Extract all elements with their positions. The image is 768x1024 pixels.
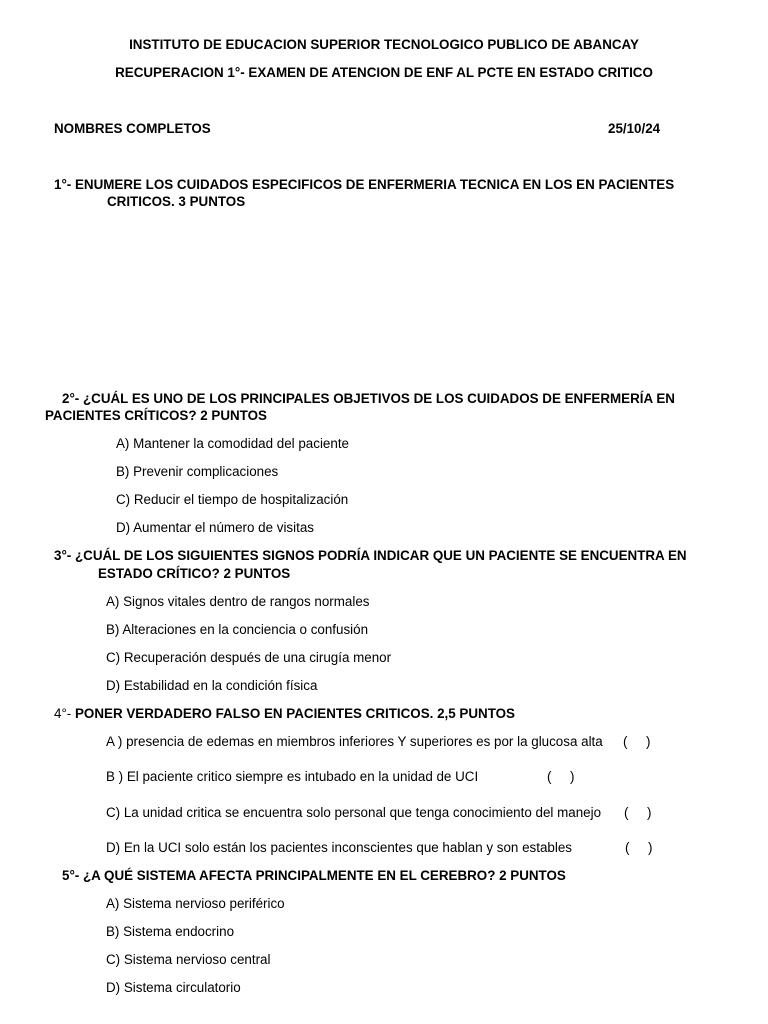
question-2-option-d: D) Aumentar el número de visitas <box>116 520 314 535</box>
question-2-line-2: PACIENTES CRÍTICOS? 2 PUNTOS <box>45 408 267 423</box>
question-4-item-d: D) En la UCI solo están los pacientes inconscientes que hablan y son estables <box>106 840 572 855</box>
question-4-item-a: A ) presencia de edemas en miembros inferiores Y superiores es por la glucosa alta <box>106 734 603 749</box>
question-3-option-c: C) Recuperación después de una cirugía menor <box>106 650 392 665</box>
question-3-line-1: 3°- ¿CUÁL DE LOS SIGUIENTES SIGNOS PODRÍA INDICAR QUE UN PACIENTE SE ENCUENTRA EN <box>54 548 687 563</box>
question-5-title: 5°- ¿A QUÉ SISTEMA AFECTA PRINCIPALMENTE EN EL CEREBRO? 2 PUNTOS <box>62 868 566 883</box>
question-5-option-d: D) Sistema circulatorio <box>106 980 241 995</box>
question-3-option-b: B) Alteraciones en la conciencia o confusión <box>106 622 369 637</box>
question-5-option-c: C) Sistema nervioso central <box>106 952 271 967</box>
question-4-answer-blank-a[interactable]: ( ) <box>623 734 651 749</box>
question-4-title: PONER VERDADERO FALSO EN PACIENTES CRITICOS. 2,5 PUNTOS <box>75 706 515 721</box>
question-4-number: 4°- <box>54 706 72 721</box>
question-4-item-c: C) La unidad critica se encuentra solo personal que tenga conocimiento del manejo <box>106 805 602 820</box>
question-2-option-a: A) Mantener la comodidad del paciente <box>116 436 349 451</box>
question-4-answer-blank-d[interactable]: ( ) <box>625 840 653 855</box>
question-3-line-2: ESTADO CRÍTICO? 2 PUNTOS <box>98 566 291 581</box>
question-2-line-1: 2°- ¿CUÁL ES UNO DE LOS PRINCIPALES OBJETIVOS DE LOS CUIDADOS DE ENFERMERÍA EN <box>62 391 675 406</box>
question-2-option-b: B) Prevenir complicaciones <box>116 464 279 479</box>
exam-date: 25/10/24 <box>608 121 661 136</box>
question-5-option-b: B) Sistema endocrino <box>106 924 235 939</box>
question-4-answer-blank-c[interactable]: ( ) <box>624 805 652 820</box>
question-3-option-a: A) Signos vitales dentro de rangos normales <box>106 594 370 609</box>
question-1-line-2: CRITICOS. 3 PUNTOS <box>107 194 246 209</box>
institution-title: INSTITUTO DE EDUCACION SUPERIOR TECNOLOGICO PUBLICO DE ABANCAY <box>129 37 639 52</box>
question-4-item-b: B ) El paciente critico siempre es intubado en la unidad de UCI <box>106 769 479 784</box>
name-label: NOMBRES COMPLETOS <box>54 121 211 136</box>
question-2-option-c: C) Reducir el tiempo de hospitalización <box>116 492 349 507</box>
exam-title: RECUPERACION 1°- EXAMEN DE ATENCION DE ENF AL PCTE EN ESTADO CRITICO <box>115 65 653 80</box>
question-3-option-d: D) Estabilidad en la condición física <box>106 678 318 693</box>
question-4-answer-blank-b[interactable]: ( ) <box>547 769 575 784</box>
question-1-line-1: 1°- ENUMERE LOS CUIDADOS ESPECIFICOS DE ENFERMERIA TECNICA EN LOS EN PACIENTES <box>54 177 675 192</box>
question-5-option-a: A) Sistema nervioso periférico <box>106 896 285 911</box>
